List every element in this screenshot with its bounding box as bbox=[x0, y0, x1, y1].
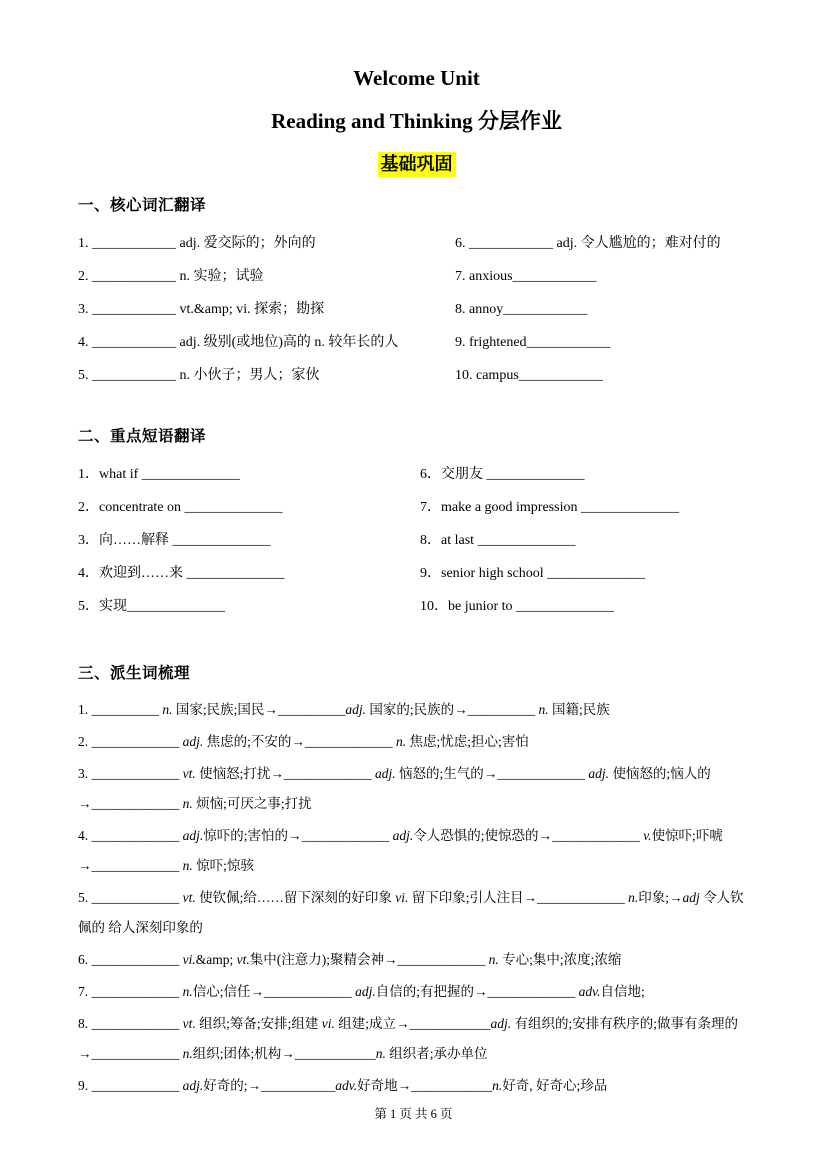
vocab-item-10: 10. campus____________ bbox=[455, 368, 603, 383]
phrase-item-8: 8．at last ______________ bbox=[420, 533, 576, 548]
doc-title: Welcome Unit bbox=[353, 66, 480, 90]
section2-items bbox=[78, 458, 755, 623]
derivation-item-6: 6. _____________ vi.&amp; vt.集中(注意力);聚精会神→_____________ n. 专心;集中;浓度;浓缩 bbox=[78, 952, 622, 967]
phrase-item-9: 9．senior high school ______________ bbox=[420, 566, 646, 581]
derivation-item-2: 2. _____________ adj. 焦虑的;不安的→_____________ n. 焦虑;忧虑;担心;害怕 bbox=[78, 734, 529, 749]
phrase-item-6: 6．交朋友 ______________ bbox=[420, 467, 585, 482]
section-badge: 基础巩固 bbox=[378, 152, 456, 177]
section2-heading: 二、重点短语翻译 bbox=[78, 428, 207, 445]
vocab-item-6: 6. ____________ adj. 令人尴尬的；难对付的 bbox=[455, 236, 721, 251]
derivation-item-9: 9. _____________ adj.好奇的;→___________adv.好奇地→____________n.好奇, 好奇心;珍品 bbox=[78, 1078, 608, 1093]
phrase-item-4: 4．欢迎到……来 ______________ bbox=[78, 566, 285, 581]
phrase-item-1: 1．what if ______________ bbox=[78, 467, 240, 482]
phrase-item-10: 10．be junior to ______________ bbox=[420, 599, 615, 614]
phrase-item-5: 5．实现______________ bbox=[78, 599, 225, 614]
section3-heading: 三、派生词梳理 bbox=[78, 665, 191, 682]
derivation-item-8: 8. _____________ vt. 组织;筹备;安排;组建 vi. 组建;成立→____________adj. 有组织的;安排有秩序的;做事有条理的→_____________ n.组织;团体;机构→____________n. 组织者;承办单位 bbox=[78, 1016, 739, 1061]
derivation-item-3: 3. _____________ vt. 使恼怒;打扰→_____________ adj. 恼怒的;生气的→_____________ adj. 使恼怒的;恼人的→_____________ n. 烦恼;可厌之事;打扰 bbox=[78, 766, 711, 811]
derivation-item-5: 5. _____________ vt. 使钦佩;给……留下深刻的好印象 vi. 留下印象;引人注目→_____________ n.印象;→adj 令人钦佩的 给人深刻印象的 bbox=[78, 890, 744, 935]
derivation-item-1: 1. __________ n. 国家;民族;国民→__________adj. 国家的;民族的→__________ n. 国籍;民族 bbox=[78, 702, 610, 717]
vocab-item-8: 8. annoy____________ bbox=[455, 302, 588, 317]
section-core-vocabulary bbox=[78, 195, 755, 392]
derivation-item-7: 7. _____________ n.信心;信任→_____________ adj.自信的;有把握的→_____________ adv.自信地; bbox=[78, 984, 645, 999]
vocab-item-7: 7. anxious____________ bbox=[455, 269, 597, 284]
page-number: 第 1 页 共 6 页 bbox=[374, 1107, 453, 1121]
vocab-item-9: 9. frightened____________ bbox=[455, 335, 611, 350]
vocab-item-1: 1. ____________ adj. 爱交际的；外向的 bbox=[78, 236, 316, 251]
section-key-phrases bbox=[78, 426, 755, 623]
section1-heading: 一、核心词汇翻译 bbox=[78, 197, 207, 214]
phrase-item-2: 2．concentrate on ______________ bbox=[78, 500, 283, 515]
phrase-item-7: 7．make a good impression ______________ bbox=[420, 500, 679, 515]
doc-subtitle: Reading and Thinking 分层作业 bbox=[271, 109, 562, 133]
vocab-item-5: 5. ____________ n. 小伙子；男人；家伙 bbox=[78, 368, 320, 383]
vocab-item-3: 3. ____________ vt.&amp; vi. 探索；勘探 bbox=[78, 302, 325, 317]
section1-items bbox=[78, 227, 755, 392]
vocab-item-2: 2. ____________ n. 实验；试验 bbox=[78, 269, 264, 284]
derivation-item-4: 4. _____________ adj.惊吓的;害怕的→_____________ adj.令人恐惧的;使惊恐的→_____________ v.使惊吓;吓唬→_____________ n. 惊吓;惊骇 bbox=[78, 828, 723, 873]
badge-wrap bbox=[78, 152, 755, 179]
section-derivations bbox=[78, 663, 755, 1101]
vocab-item-4: 4. ____________ adj. 级别(或地位)高的 n. 较年长的人 bbox=[78, 335, 399, 350]
phrase-item-3: 3．向……解释 ______________ bbox=[78, 533, 271, 548]
